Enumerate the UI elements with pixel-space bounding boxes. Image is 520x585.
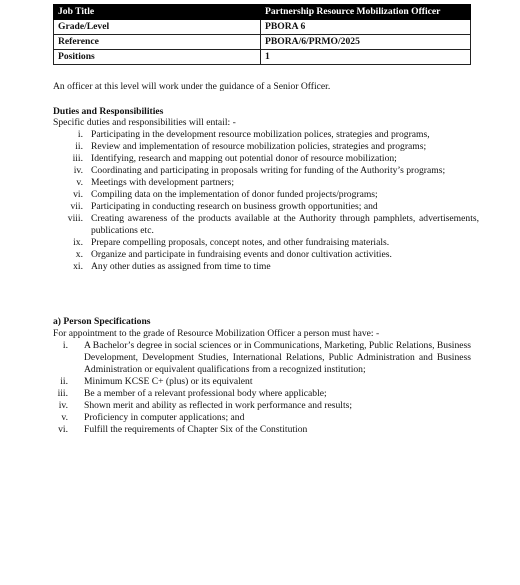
list-item: [53, 153, 479, 165]
list-number: vi.: [58, 424, 68, 435]
duties-heading: Duties and Responsibilities: [53, 106, 164, 117]
list-text: Review and implementation of resource mobilization policies, strategies and programs;: [91, 141, 427, 152]
job-title-row: [54, 5, 471, 20]
list-item: [53, 141, 479, 153]
list-item: [53, 424, 471, 436]
grade-level-row: [54, 20, 471, 35]
job-table-value: PBORA/6/PRMO/2025: [261, 35, 471, 50]
list-text: Creating awareness of the products available at the Authority through pamphlets, advertisements, publications etc.: [91, 213, 479, 236]
list-number: iii.: [72, 153, 83, 164]
list-item: [53, 177, 479, 189]
job-table-label: Grade/Level: [54, 20, 261, 35]
list-text: Organize and participate in fundraising events and donor cultivation activities.: [91, 249, 392, 260]
list-number: viii.: [67, 213, 83, 224]
list-number: iv.: [58, 400, 68, 411]
job-table-label: Positions: [54, 50, 261, 65]
list-text: Participating in the development resource mobilization polices, strategies and programs,: [91, 129, 430, 140]
intro-paragraph: An officer at this level will work under the guidance of a Senior Officer.: [53, 81, 331, 92]
list-text: Be a member of a relevant professional body where applicable;: [84, 388, 327, 399]
duties-list: [53, 129, 479, 273]
list-item: [53, 376, 471, 388]
job-table-value: Partnership Resource Mobilization Officer: [261, 5, 471, 20]
list-number: i.: [77, 129, 83, 140]
list-number: v.: [61, 412, 68, 423]
job-table-label: Reference: [54, 35, 261, 50]
list-item: [53, 189, 479, 201]
list-text: Compiling data on the implementation of donor funded projects/programs;: [91, 189, 378, 200]
list-text: Any other duties as assigned from time to time: [91, 261, 271, 272]
positions-row: [54, 50, 471, 65]
list-text: Prepare compelling proposals, concept notes, and other fundraising materials.: [91, 237, 390, 248]
list-number: iii.: [57, 388, 68, 399]
list-number: vii.: [70, 201, 83, 212]
list-number: ix.: [73, 237, 83, 248]
list-text: Proficiency in computer applications; and: [84, 412, 245, 423]
list-number: i.: [62, 340, 68, 351]
list-number: iv.: [73, 165, 83, 176]
person-spec-lead: For appointment to the grade of Resource Mobilization Officer a person must have: -: [53, 328, 380, 339]
list-item: [53, 237, 479, 249]
list-text: Minimum KCSE C+ (plus) or its equivalent: [84, 376, 253, 387]
list-number: x.: [75, 249, 83, 260]
list-item: [53, 201, 479, 213]
list-text: Shown merit and ability as reflected in work performance and results;: [84, 400, 353, 411]
list-item: [53, 165, 479, 177]
list-item: [53, 412, 471, 424]
list-text: Meetings with development partners;: [91, 177, 235, 188]
list-item: [53, 249, 479, 261]
list-number: ii.: [60, 376, 68, 387]
list-text: Participating in conducting research on business growth opportunities; and: [91, 201, 378, 212]
job-table-value: PBORA 6: [261, 20, 471, 35]
list-item: [53, 213, 479, 237]
list-text: Coordinating and participating in proposals writing for funding of the Authority’s programs;: [91, 165, 446, 176]
list-item: [53, 129, 479, 141]
job-details-table: [53, 4, 471, 65]
list-number: vi.: [73, 189, 83, 200]
list-number: xi.: [73, 261, 83, 272]
list-number: v.: [76, 177, 83, 188]
person-spec-heading: a) Person Specifications: [53, 316, 151, 327]
list-item: [53, 261, 479, 273]
list-item: [53, 400, 471, 412]
list-item: [53, 388, 471, 400]
list-number: ii.: [75, 141, 83, 152]
reference-row: [54, 35, 471, 50]
list-text: Identifying, research and mapping out potential donor of resource mobilization;: [91, 153, 397, 164]
list-text: Fulfill the requirements of Chapter Six of the Constitution: [84, 424, 308, 435]
person-spec-list: [53, 340, 471, 436]
job-table-value: 1: [261, 50, 471, 65]
list-text: A Bachelor’s degree in social sciences or in Communications, Marketing, Public Relations, Business Development, Development Studies, International Relations, Public Administration and Business Administration or equivalent qualifications from a recognized institution;: [84, 340, 471, 375]
duties-lead: Specific duties and responsibilities will entail: -: [53, 117, 236, 128]
job-table-label: Job Title: [54, 5, 261, 20]
list-item: [53, 340, 471, 376]
